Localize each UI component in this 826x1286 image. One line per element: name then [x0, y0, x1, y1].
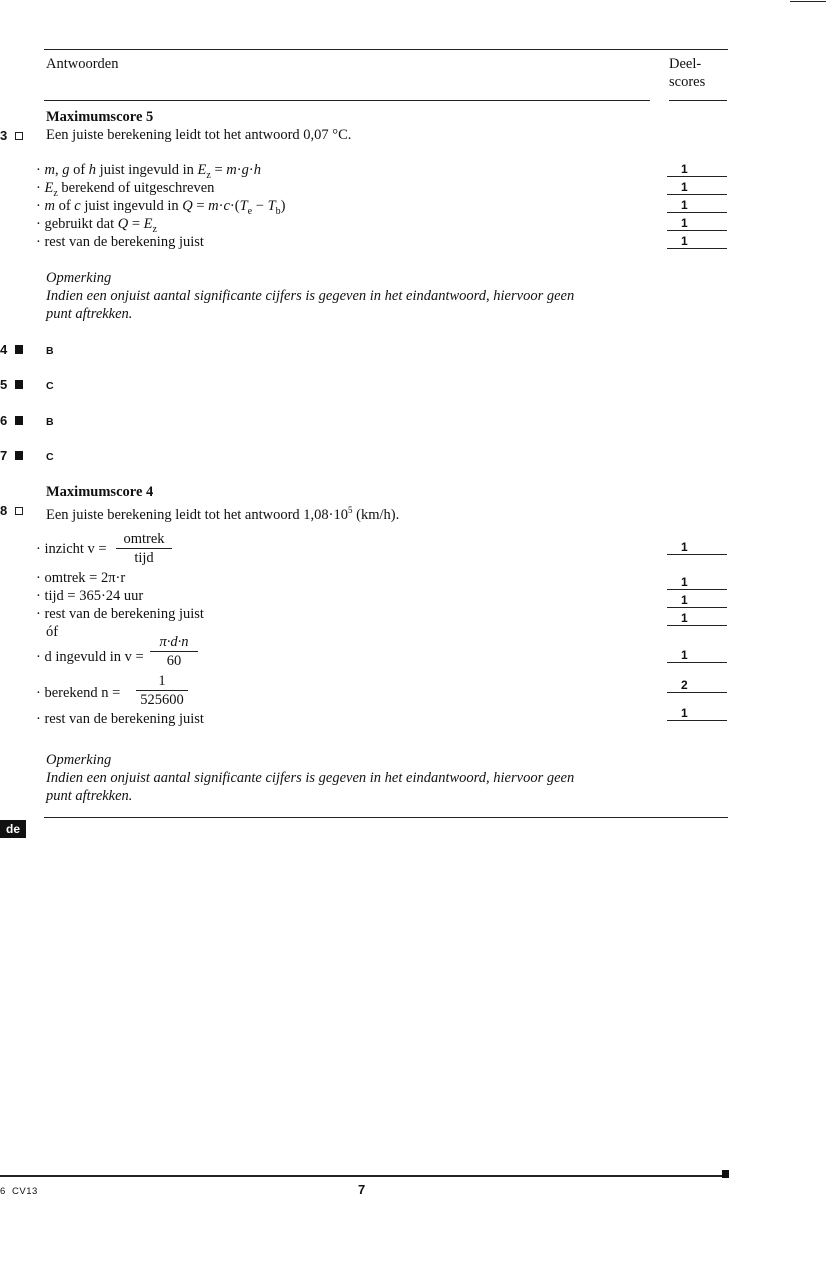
header-scores-rule — [669, 100, 727, 101]
footer-code: 6 CV13 — [0, 1186, 38, 1197]
section-end-rule — [44, 817, 728, 818]
q3-score-2: 1 — [667, 179, 727, 195]
q3-remark-line2: punt aftrekken. — [46, 306, 133, 322]
q8-item-berekend: · berekend n = — [36, 685, 121, 701]
mc-answer: C — [46, 380, 54, 392]
q8-or: óf — [46, 624, 59, 640]
footer-rule — [0, 1175, 728, 1177]
q8-intro: Een juiste berekening leidt tot het antwoord $1,08\cdot 10^5$ (km/h). — [46, 505, 400, 523]
q3-score-4: 1 — [667, 215, 727, 231]
q3-score-1: 1 — [667, 161, 727, 177]
q8-title: Maximumscore 4 — [46, 484, 154, 500]
q8-score-4: 1 — [667, 610, 727, 626]
q8-number: 8 — [0, 503, 8, 518]
q8-score-3: 1 — [667, 592, 727, 608]
q8-item: · rest van de berekening juist — [36, 606, 204, 622]
mc-number: 7 — [0, 448, 8, 463]
q3-item: · $E_z$ berekend of uitgeschreven — [36, 180, 215, 199]
header-bottom-rule — [44, 100, 650, 101]
q3-remark-title: Opmerking — [46, 270, 112, 286]
mc-number: 4 — [0, 342, 8, 357]
fraction-numerator: 1 — [136, 672, 188, 691]
q3-item: · m of c juist ingevuld in $Q = m\cdot c\cdot(T_e - T_b)$ — [36, 198, 286, 217]
fraction-denominator: tijd — [134, 550, 154, 566]
q8-item: · tijd = 365·24 uur — [36, 588, 144, 604]
side-tab: de — [0, 820, 26, 838]
header-top-rule — [44, 49, 728, 50]
mc-number: 5 — [0, 377, 8, 392]
q3-intro: Een juiste berekening leidt tot het antwoord 0,07 °C. — [46, 127, 352, 143]
q8-fraction-omtrek-tijd — [116, 530, 172, 567]
fraction-numerator: omtrek — [116, 530, 172, 549]
q8-open-question-icon — [15, 507, 23, 515]
q8-remark-title: Opmerking — [46, 752, 112, 768]
q8-remark-line2: punt aftrekken. — [46, 788, 133, 804]
q8-item: · rest van de berekening juist — [36, 711, 204, 727]
q3-open-question-icon — [15, 132, 23, 140]
q8-item-d-ingevuld: · d ingevuld in v = — [36, 649, 144, 665]
mc-answer: B — [46, 345, 54, 357]
q8-score-5: 1 — [667, 647, 727, 663]
header-scores-label: scores — [669, 74, 706, 90]
footer-marker-icon — [722, 1170, 729, 1178]
q8-remark-line1: Indien een onjuist aantal significante cijfers is gegeven in het eindantwoord, hiervoor geen — [46, 770, 575, 786]
page-number: 7 — [358, 1182, 366, 1197]
fraction-numerator: π·d·n — [150, 633, 198, 652]
q3-item: · m, g of h juist ingevuld in $E_z = m\cdot g\cdot h$ — [36, 162, 261, 181]
header-answers-label: Antwoorden — [46, 56, 119, 72]
q8-score-6: 2 — [667, 677, 727, 693]
mc-closed-question-icon — [15, 451, 23, 460]
corner-rule — [790, 1, 826, 2]
q8-score-7: 1 — [667, 705, 727, 721]
q8-item: · omtrek = 2π·r — [36, 570, 126, 586]
mc-closed-question-icon — [15, 380, 23, 389]
q3-title: Maximumscore 5 — [46, 109, 154, 125]
mc-number: 6 — [0, 413, 8, 428]
q3-remark-line1: Indien een onjuist aantal significante cijfers is gegeven in het eindantwoord, hiervoor geen — [46, 288, 575, 304]
fraction-denominator: 60 — [166, 653, 182, 669]
q8-item-inzicht: · inzicht v = — [36, 541, 107, 557]
q8-score-1: 1 — [667, 539, 727, 555]
fraction-denominator: 525600 — [140, 692, 184, 708]
q3-number: 3 — [0, 128, 8, 143]
q3-item-text: rest van de berekening juist — [44, 234, 204, 250]
q8-fraction-pi-d-n — [150, 633, 198, 670]
q3-score-5: 1 — [667, 233, 727, 249]
q8-fraction-1-over-525600 — [136, 672, 188, 709]
q3-item: · gebruikt dat $Q = E_z$ — [36, 216, 157, 235]
mc-answer: C — [46, 451, 54, 463]
q3-item: · rest van de berekening juist — [36, 234, 204, 250]
q8-score-2: 1 — [667, 574, 727, 590]
header-deel-label: Deel- — [669, 56, 702, 72]
mc-answer: B — [46, 416, 54, 428]
q3-score-3: 1 — [667, 197, 727, 213]
mc-closed-question-icon — [15, 345, 23, 354]
mc-closed-question-icon — [15, 416, 23, 425]
